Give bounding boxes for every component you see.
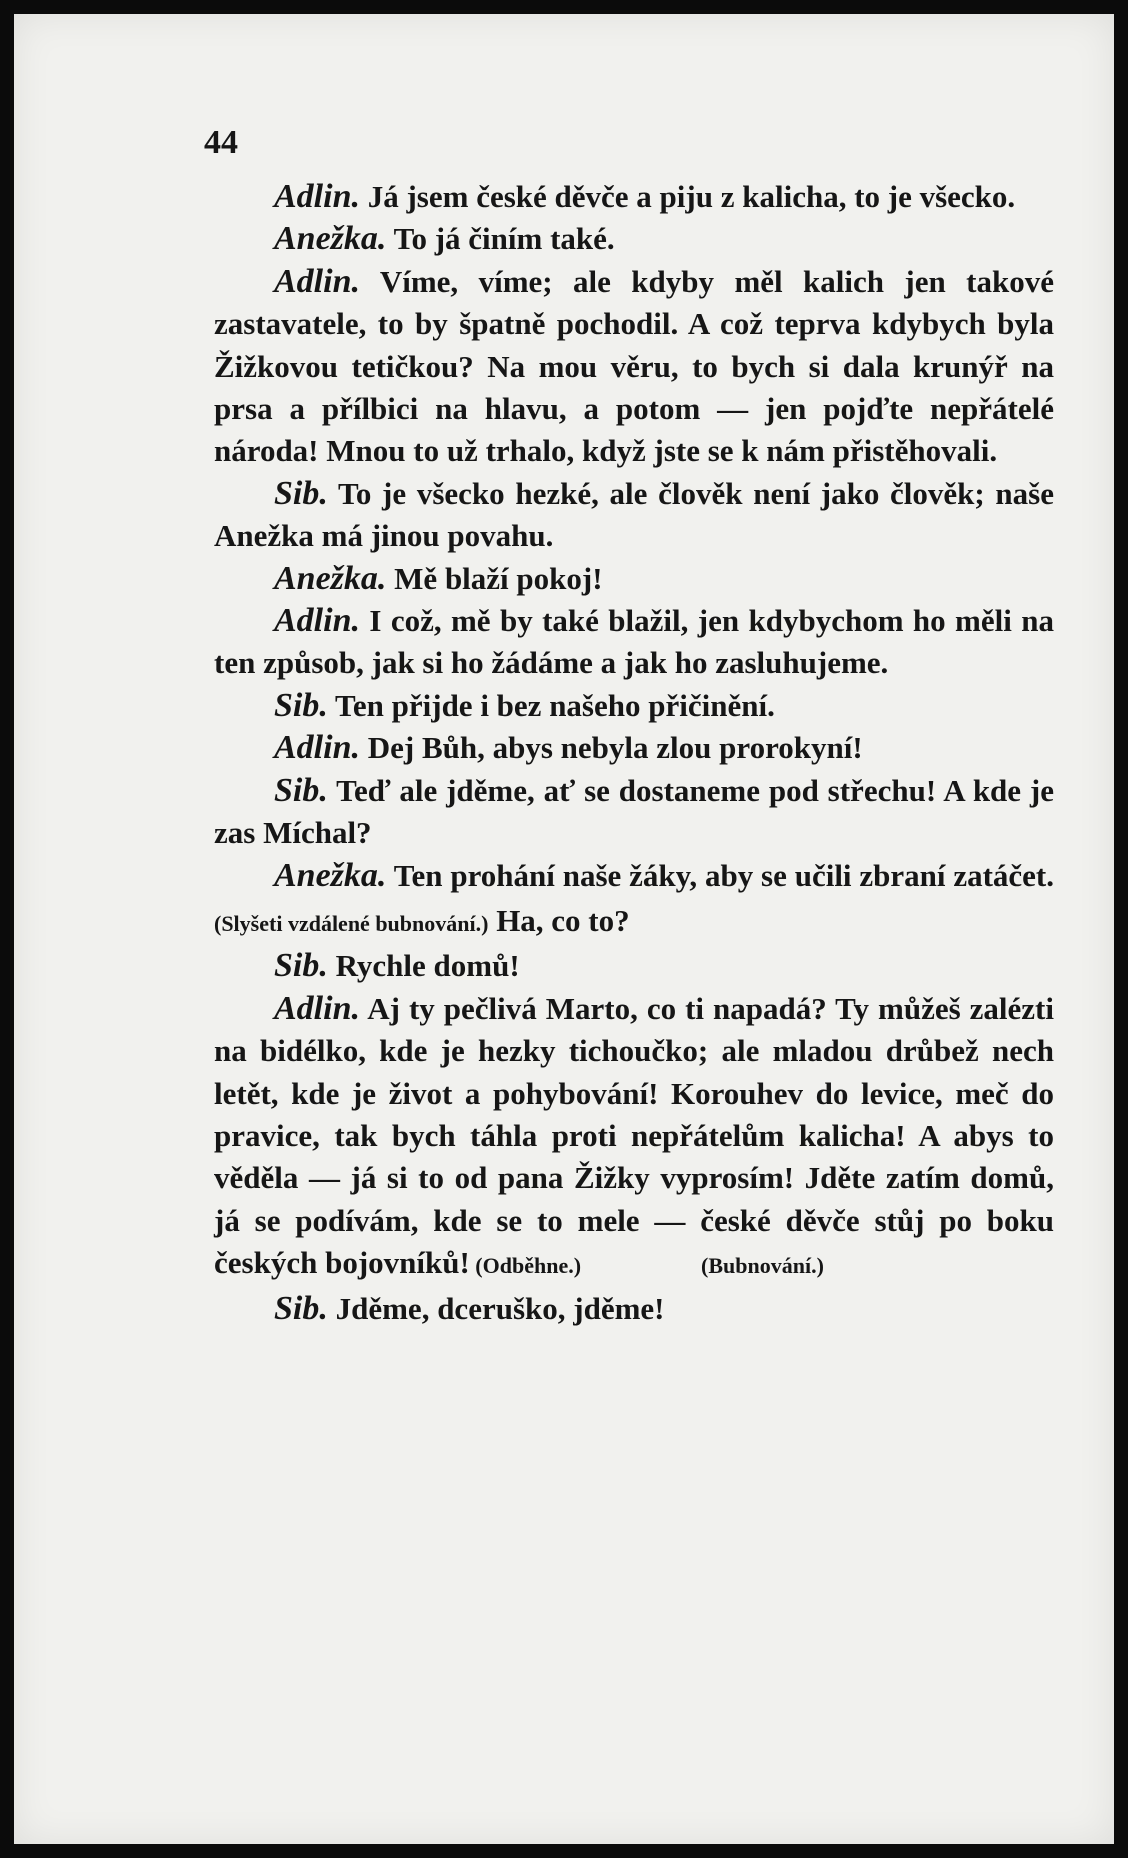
speaker-name: Adlin. <box>274 602 360 640</box>
speaker-name: Adlin. <box>274 729 360 767</box>
line-text: To já činím také. <box>386 221 615 257</box>
speaker-name: Sib. <box>274 947 328 985</box>
book-page <box>14 14 1114 1844</box>
speaker-name: Sib. <box>274 474 328 512</box>
line-text: Ten prohání naše žáky, aby se učili zbraní zatáčet. <box>386 857 1054 893</box>
dialogue-line <box>214 855 1054 946</box>
stage-direction: (Slyšeti vzdálené bubnování.) <box>214 910 489 936</box>
speaker-name: Anežka. <box>274 559 387 597</box>
line-text: Ten přijde i bez našeho přičinění. <box>327 687 775 723</box>
dialogue-line <box>214 770 1054 855</box>
dialogue-line <box>214 600 1054 685</box>
dialogue-line <box>214 1288 1054 1330</box>
speaker-name: Adlin. <box>274 989 360 1027</box>
line-text: Já jsem české děvče a piju z kalicha, to je všecko. <box>359 179 1016 214</box>
dialogue-line <box>214 988 1054 1288</box>
dialogue-line <box>214 218 1054 260</box>
speaker-name: Sib. <box>274 771 328 809</box>
dialogue-line <box>214 945 1054 987</box>
page-number: 44 <box>204 124 238 161</box>
speaker-name: Sib. <box>274 1289 328 1327</box>
line-text: Teď ale jděme, ať se dostaneme pod střechu! A kde je zas Míchal? <box>214 772 1054 851</box>
dialogue-line <box>214 727 1054 769</box>
dialogue-line <box>214 176 1054 218</box>
line-text: Mě blaží pokoj! <box>386 560 603 596</box>
line-text: To je všecko hezké, ale člověk není jako člověk; naše Anežka má jinou povahu. <box>214 475 1054 554</box>
dialogue-line <box>214 473 1054 558</box>
line-text-continued: Ha, co to? <box>488 902 630 938</box>
speaker-name: Anežka. <box>274 220 387 258</box>
speaker-name: Adlin. <box>274 262 360 300</box>
dialogue-line <box>214 261 1054 473</box>
speaker-name: Sib. <box>274 686 328 724</box>
dialogue-line <box>214 558 1054 600</box>
line-text: Rychle domů! <box>327 948 520 984</box>
speaker-name: Adlin. <box>274 178 360 215</box>
line-text: Jděme, dceruško, jděme! <box>327 1290 665 1326</box>
line-text: I což, mě by také blažil, jen kdybychom ho měli na ten způsob, jak si ho žádáme a jak ho zasluhujeme. <box>214 603 1054 681</box>
stage-direction: (Bubnování.) <box>701 1253 824 1279</box>
line-text: Dej Bůh, abys nebyla zlou prorokyní! <box>359 730 863 766</box>
line-text: Aj ty pečlivá Marto, co ti napadá? Ty můžeš zalézti na bidélko, kde je hezky tichoučko; ale mladou drůbež nech letět, kde je život a pohybování! Korouhev do levice, meč do pravice, tak bych táhla proti nepřátelům kalicha! A abys to věděla — já si to od pana Žižky vyprosím! Jděte zatím domů, já se podívám, kde se to mele — české děvče stůj po boku českých bojovníků! <box>214 990 1054 1281</box>
line-text: Víme, víme; ale kdyby měl kalich jen takové zastavatele, to by špatně pochodil. A což teprva kdybych byla Žižkovou tetičkou? Na mou věru, to bych si dala krunýř na prsa a přílbici na hlavu, a potom — jen pojďte nepřátelé národa! Mnou to už trhalo, když jste se k nám přistěhovali. <box>214 263 1054 469</box>
dialogue-line <box>214 685 1054 727</box>
speaker-name: Anežka. <box>274 856 387 894</box>
stage-direction: (Odběhne.) <box>469 1253 582 1279</box>
dialogue-text <box>214 176 1054 1330</box>
